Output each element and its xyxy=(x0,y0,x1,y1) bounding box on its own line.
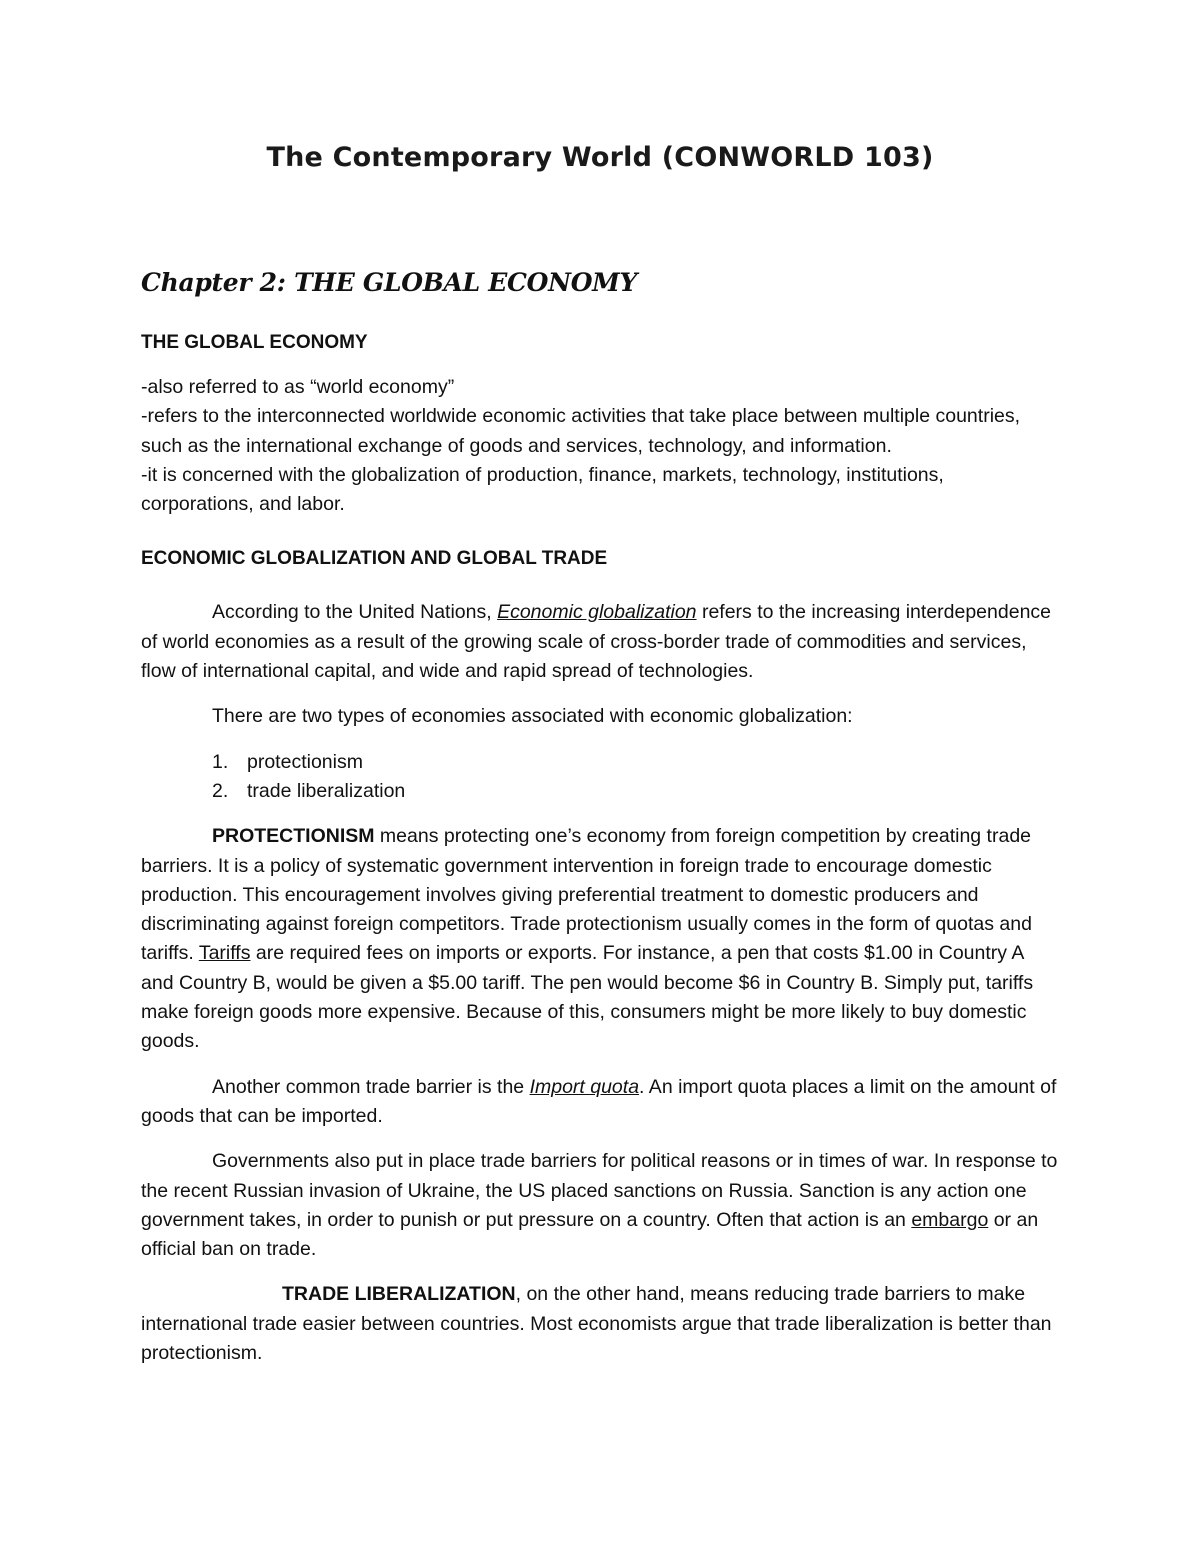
paragraph-two-types: There are two types of economies associated with economic globalization: xyxy=(212,705,853,728)
list-item xyxy=(141,777,1061,806)
paragraph-protectionism xyxy=(141,822,1061,1056)
definition-line: -it is concerned with the globalization of production, finance, markets, technology, institutions, corporations, and labor. xyxy=(141,463,944,516)
paragraph-text: , on the other hand, means reducing trade barriers to make international trade easier between countries. Most economists argue that trade liberalization is better than protectionism. xyxy=(141,1283,1052,1365)
paragraph-text: are required fees on imports or exports. For instance, a pen that costs $1.00 in Country A and Country B, would be given a $5.00 tariff. The pen would become $6 in Country B. Simply put, tariffs make foreign goods more expensive. Because of this, consumers might be more likely to buy domestic goods. xyxy=(141,942,1034,1053)
term-tariffs: Tariffs xyxy=(198,942,251,965)
paragraph-text: . An import quota places a limit on the amount of goods that can be imported. xyxy=(141,1075,1057,1127)
paragraph-text: refers to the increasing interdependence of world economies as a result of the growing scale of cross-border trade of commodities and services, flow of international capital, and wide and rapid spread of technologies. xyxy=(141,601,1052,683)
paragraph-text: According to the United Nations, xyxy=(212,601,498,624)
definition-line: -also referred to as “world economy” xyxy=(141,376,455,398)
list-text: protectionism xyxy=(247,750,363,773)
term-economic-globalization: Economic globalization xyxy=(497,601,697,624)
paragraph-sanctions xyxy=(141,1147,1061,1264)
list-text: trade liberalization xyxy=(247,779,406,802)
definition-line: -refers to the interconnected worldwide economic activities that take place between multiple countries, such as the international exchange of goods and services, technology, and information. xyxy=(141,405,1021,457)
section-heading-global-economy: THE GLOBAL ECONOMY xyxy=(141,332,368,353)
paragraph-un-definition xyxy=(141,598,1061,686)
section-heading-economic-globalization: ECONOMIC GLOBALIZATION AND GLOBAL TRADE xyxy=(141,548,608,570)
paragraph-text: or an official ban on trade. xyxy=(141,1208,1039,1261)
paragraph-import-quota xyxy=(141,1073,1061,1132)
paragraph-text: means protecting one’s economy from foreign competition by creating trade barriers. It is a policy of systematic government intervention in foreign trade to encourage domestic production. This encouragement involves giving preferential treatment to domestic producers and discriminating against foreign competitors. Trade protectionism usually comes in the form of quotas and tariffs. xyxy=(141,825,1032,965)
list-item xyxy=(141,748,1061,777)
term-protectionism: PROTECTIONISM xyxy=(212,825,375,848)
term-import-quota: Import quota xyxy=(529,1075,640,1098)
chapter-heading: Chapter 2: THE GLOBAL ECONOMY xyxy=(141,268,638,297)
list-number: 2. xyxy=(212,779,229,802)
term-trade-liberalization: TRADE LIBERALIZATION xyxy=(282,1283,516,1306)
document-title: The Contemporary World (CONWORLD 103) xyxy=(266,142,934,173)
list-number: 1. xyxy=(212,750,229,773)
paragraph-text: Another common trade barrier is the xyxy=(212,1075,530,1098)
term-embargo: embargo xyxy=(911,1208,989,1231)
paragraph-trade-liberalization xyxy=(141,1280,1061,1368)
economy-types-list xyxy=(141,748,1061,807)
paragraph-text: Governments also put in place trade barriers for political reasons or in times of war. In response to the recent Russian invasion of Ukraine, the US placed sanctions on Russia. Sanction is any action one government takes, in order to punish or put pressure on a country. Often that action is an xyxy=(141,1150,1058,1231)
document-body xyxy=(141,328,1061,1368)
